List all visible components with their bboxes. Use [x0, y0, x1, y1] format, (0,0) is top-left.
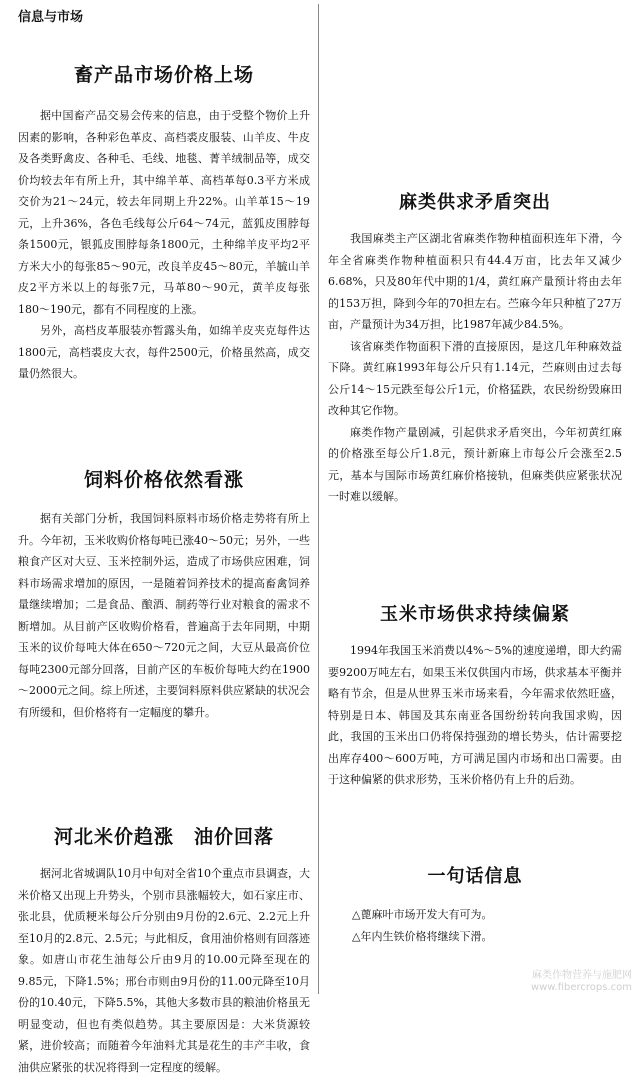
- article-corn: [328, 600, 622, 791]
- article-paragraph: 我国麻类主产区湖北省麻类作物种植面积连年下滑，今年全省麻类作物种植面积只有44.4万亩，比去年又减少6.68%，只及80年代中期的1/4，黄红麻产量预计将由去年的153万担，降到今年的70担左右。苎麻今年只种植了27万亩，产量预计为34万担，比1987年减少84.5%。: [328, 232, 622, 331]
- article-feed: [18, 465, 310, 723]
- article-oneline: [328, 862, 622, 947]
- article-title: 一句话信息: [427, 866, 523, 887]
- article-hemp: [328, 188, 622, 508]
- article-paragraph: 1994年我国玉米消费以4%～5%的速度递增，即大约需要9200万吨左右，如果玉米仅供国内市场，供求基本平衡并略有节余，但是从世界玉米市场来看，今年需求依然旺盛，特别是日本、韩国及其东南亚各国纷纷转向我国求购，因此，我国的玉米出口仍将保持强劲的增长势头，估计需要挖出库存400～600万吨，方可满足国内市场和出口需要。由于这种偏紧的供求形势，玉米价格仍有上升的后劲。: [328, 644, 622, 786]
- article-title: 玉米市场供求持续偏紧: [380, 604, 570, 625]
- article-title: 畜产品市场价格上场: [73, 64, 254, 86]
- news-item: △年内生铁价格将继续下滑。: [352, 929, 493, 943]
- article-title: 麻类供求矛盾突出: [399, 192, 551, 213]
- article-paragraph: 该省麻类作物面积下滑的直接原因，是这几年种麻效益下降。黄红麻1993年每公斤只有1.14元，苎麻则由过去每公斤14～15元跌至每公斤1元，价格猛跌，农民纷纷毁麻田改种其它作物。: [328, 339, 622, 417]
- article-hebei: [18, 822, 310, 1074]
- column-divider: [318, 4, 319, 994]
- watermark-url: www.fibercrops.com: [530, 982, 632, 993]
- article-title: 饲料价格依然看涨: [83, 469, 244, 491]
- watermark: [531, 970, 632, 994]
- article-paragraph: 麻类作物产量剧减，引起供求矛盾突出，今年初黄红麻的价格涨至每公斤1.8元，预计新麻上市每公斤会涨至2.5元，基本与国际市场黄红麻价格接轨，但麻类供应紧张状况一时难以缓解。: [328, 425, 622, 503]
- article-paragraph: 据中国畜产品交易会传来的信息，由于受整个物价上升因素的影响，各种彩色革皮、高档裘皮服装、山羊皮、牛皮及各类野禽皮、各种毛、毛线、地毯、菁羊绒制品等，成交价均较去年有所上升，其中绵羊革、高档革每0.3平方米成交价为21～24元，较去年同期上升22%。山羊革15～19元，上升36%，各色毛线每公斤64～74元，蓝狐皮围脖每条1500元，银狐皮围脖每条1800元，土种绵羊皮平均2平方米大小的每张85～90元，改良羊皮45～80元，羊毓山羊皮2平方米以上的每张7元，马革80～90元，黄羊皮每张180～190元，都有不同程度的上涨。: [18, 109, 310, 316]
- section-label: 信息与市场: [18, 10, 84, 25]
- article-paragraph: 据有关部门分析，我国饲料原料市场价格走势将有所上升。今年初，玉米收购价格每吨已涨40～50元；另外，一些粮食产区对大豆、玉米控制外运，造成了市场供应困难，饲料市场需求增加的原因，一是随着饲养技术的提高畜禽饲养量继续增加；二是食品、酿酒、制药等行业对粮食的需求不断增加。从目前产区收购价格看，普遍高于去年同期，中期玉米的议价每吨大体在650～720元之间，大豆从最高价位每吨2300元部分回落，目前产区的车板价每吨大约在1900～2000元之间。综上所述，主要饲料原料供应紧缺的状况会有所缓和，但价格将有一定幅度的攀升。: [18, 512, 310, 719]
- article-livestock: [18, 60, 310, 385]
- article-title: 河北米价趋涨 油价回落: [53, 826, 274, 848]
- article-paragraph: 另外，高档皮革服装亦暂露头角，如绵羊皮夹克每件达1800元，高档裘皮大衣，每件2500元，价格虽然高，成交量仍然很大。: [18, 324, 310, 380]
- news-item: △蓖麻叶市场开发大有可为。: [352, 908, 493, 921]
- article-paragraph: 据河北省城调队10月中旬对全省10个重点市县调查，大米价格又出现上升势头，个别市县涨幅较大，如石家庄市、张北县，优质粳米每公斤分别由9月份的2.6元、2.2元上升至10月的2.8元、2.5元；与此相反，食用油价格则有回落迹象。如唐山市花生油每公斤由9月的10.00元降至现在的9.85元，下降1.5%；邢台市则由9月份的11.00元降至10月份的10.40元，下降5.5%，其他大多数市县的粮油价格虽无明显变动，但也有类似趋势。其主要原因是：大米货源较紧，进价较高；而随着今年油料尤其是花生的丰产丰收，食油供应紧张的状况将得到一定程度的缓解。: [18, 867, 310, 1074]
- watermark-title: 麻类作物营养与施肥网: [532, 970, 632, 981]
